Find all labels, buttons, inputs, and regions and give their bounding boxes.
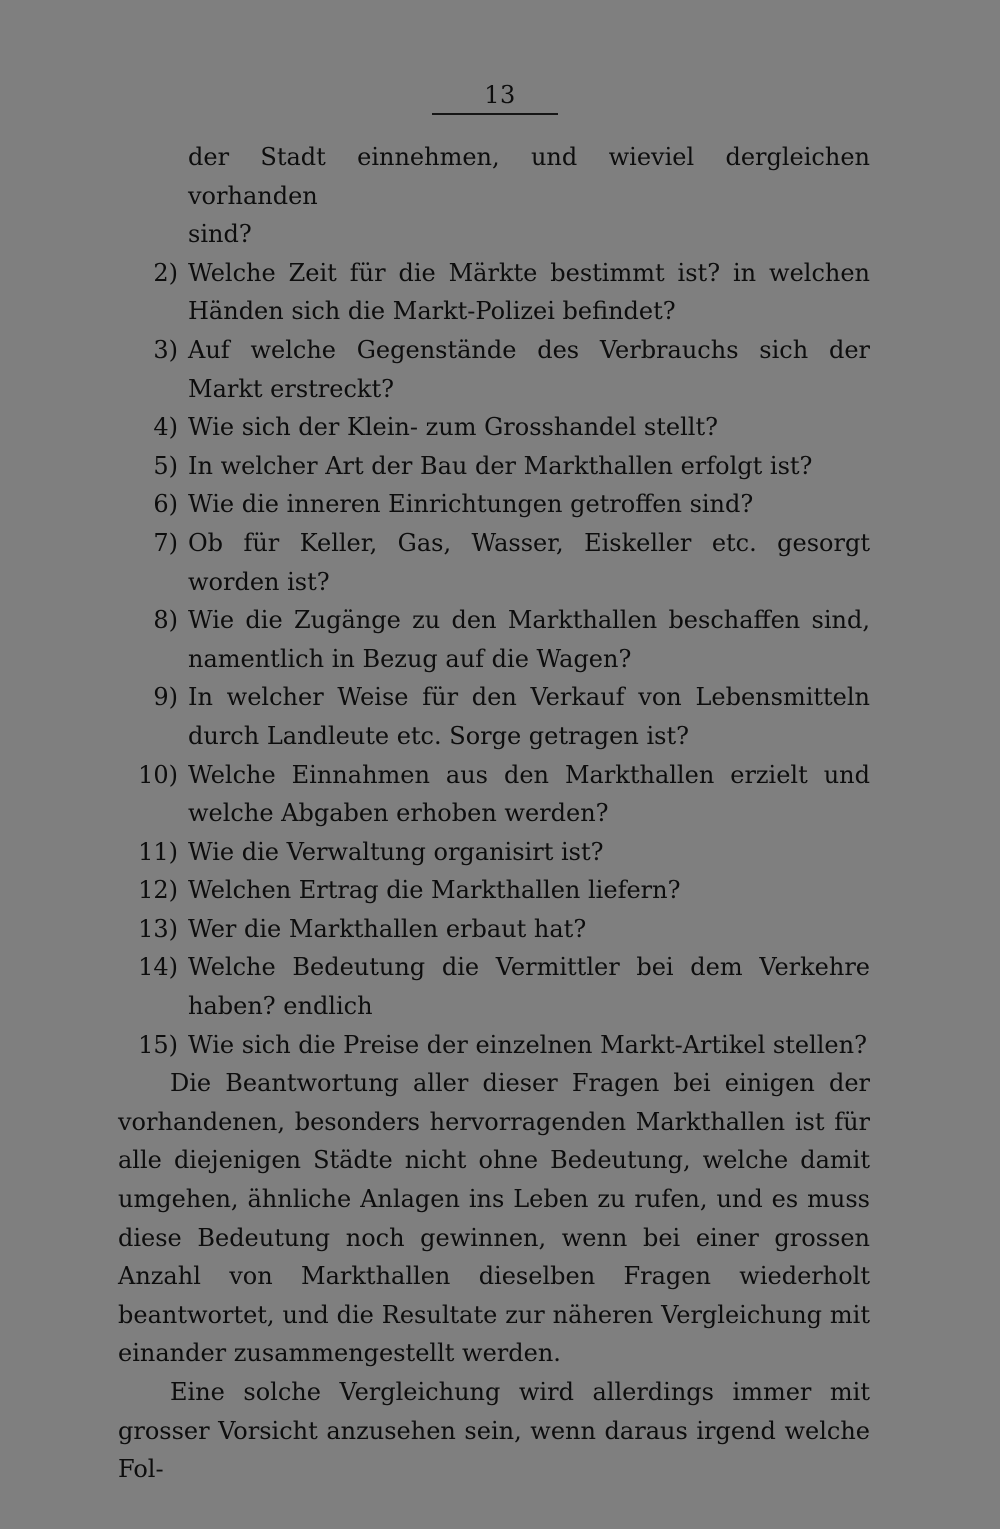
question-item bbox=[118, 910, 870, 949]
question-number: 12) bbox=[138, 876, 178, 905]
page-body bbox=[118, 138, 870, 1489]
question-number: 11) bbox=[138, 837, 178, 866]
question-item bbox=[118, 408, 870, 447]
question-number: 13) bbox=[138, 914, 178, 943]
question-number: 8) bbox=[153, 606, 178, 635]
question-text: Wie die Zugänge zu den Markthallen beschaffen sind, namentlich in Bezug auf die Wagen? bbox=[188, 606, 870, 673]
continued-question-end: sind? bbox=[188, 220, 252, 249]
question-number: 4) bbox=[153, 413, 178, 442]
question-text: Welche Bedeutung die Vermittler bei dem Verkehre haben? endlich bbox=[188, 953, 870, 1021]
question-item bbox=[118, 254, 870, 331]
question-text: Ob für Keller, Gas, Wasser, Eiskeller etc. gesorgt worden ist? bbox=[188, 528, 870, 596]
question-number: 2) bbox=[153, 258, 178, 287]
question-text: Wie die inneren Einrichtungen getroffen sind? bbox=[188, 490, 754, 519]
page-number: 13 bbox=[484, 81, 516, 109]
question-text: Wer die Markthallen erbaut hat? bbox=[188, 914, 587, 943]
question-item bbox=[118, 756, 870, 833]
question-text: In welcher Weise für den Verkauf von Lebensmitteln durch Landleute etc. Sorge getragen ist? bbox=[188, 683, 870, 750]
question-item bbox=[118, 447, 870, 486]
question-text: Welche Einnahmen aus den Markthallen erzielt und welche Abgaben erhoben werden? bbox=[188, 760, 870, 828]
question-number: 9) bbox=[153, 683, 178, 712]
question-item bbox=[118, 485, 870, 524]
question-item bbox=[118, 601, 870, 678]
question-number: 7) bbox=[153, 528, 178, 557]
question-item bbox=[118, 833, 870, 872]
question-item bbox=[118, 1026, 870, 1065]
question-number: 14) bbox=[138, 953, 178, 982]
question-text: Wie die Verwaltung organisirt ist? bbox=[188, 837, 604, 866]
question-text: Wie sich die Preise der einzelnen Markt-Artikel stellen? bbox=[188, 1030, 867, 1059]
question-number: 10) bbox=[138, 760, 178, 789]
question-text: Welchen Ertrag die Markthallen liefern? bbox=[188, 876, 681, 905]
question-item bbox=[118, 524, 870, 601]
question-number: 3) bbox=[153, 335, 178, 364]
question-item bbox=[118, 871, 870, 910]
body-paragraph: Eine solche Vergleichung wird allerdings immer mit grosser Vorsicht anzusehen sein, wenn daraus irgend welche Fol- bbox=[118, 1378, 870, 1484]
continued-question-line: der Stadt einnehmen, und wieviel dergleichen vorhanden bbox=[188, 143, 870, 210]
question-item bbox=[118, 948, 870, 1025]
question-number: 15) bbox=[138, 1030, 178, 1059]
question-text: In welcher Art der Bau der Markthallen erfolgt ist? bbox=[188, 451, 813, 480]
header-rule bbox=[432, 113, 558, 115]
question-text: Wie sich der Klein- zum Grosshandel stellt? bbox=[188, 413, 718, 442]
question-number: 6) bbox=[153, 490, 178, 519]
question-item bbox=[118, 331, 870, 408]
question-item bbox=[118, 678, 870, 755]
question-text: Welche Zeit für die Märkte bestimmt ist? in welchen Händen sich die Markt-Polizei befindet? bbox=[188, 258, 870, 326]
question-number: 5) bbox=[153, 451, 178, 480]
body-paragraph: Die Beantwortung aller dieser Fragen bei einigen der vorhandenen, besonders hervorragenden Markthallen ist für alle diejenigen Städte nicht ohne Bedeutung, welche damit umgehen, ähnliche Anlagen ins Leben zu rufen, und es muss diese Bedeutung noch gewinnen, wenn bei einer grossen Anzahl von Markthallen dieselben Fragen wiederholt beantwortet, und die Resultate zur näheren Vergleichung mit einander zusammengestellt werden. bbox=[118, 1069, 870, 1368]
question-text: Auf welche Gegenstände des Verbrauchs sich der Markt erstreckt? bbox=[188, 335, 870, 403]
